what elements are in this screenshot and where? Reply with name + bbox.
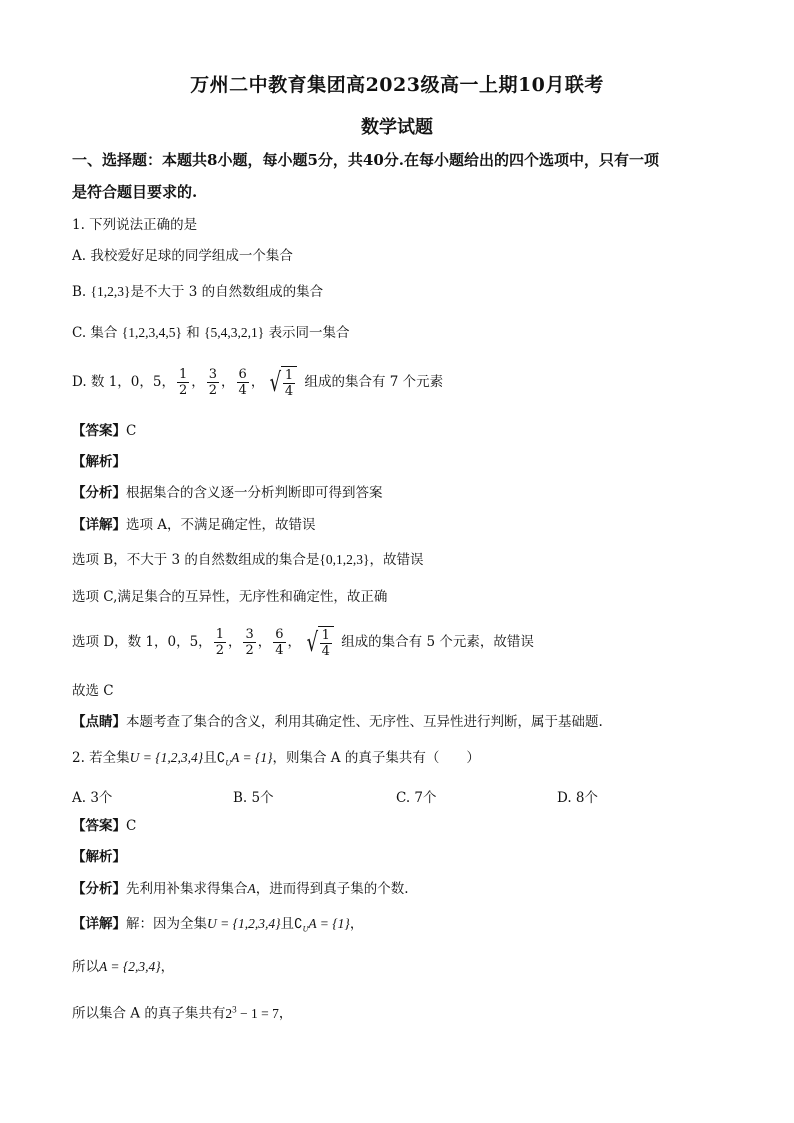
q2-option-d: D. 8个 [557,790,599,806]
fraction-3-2 [243,627,255,658]
fraction-denominator: 4 [275,643,284,658]
q2-option-c: C. 7个 [396,790,437,806]
q2-fenxi [72,880,409,898]
q1-detail-b [72,551,423,569]
q1-option-b-set: {1,2,3} [90,284,131,299]
q1-option-c [72,324,350,342]
detail-tag: 【详解】 [72,517,126,533]
count-end: ， [278,1005,293,1022]
fraction-numerator: 1 [215,627,224,642]
q1-stem: 1. 下列说法正确的是 [72,217,198,233]
q1-fenxi [72,484,383,502]
fraction-denominator: 4 [238,383,247,398]
fenxi-var: A [247,881,256,896]
fraction-denominator: 2 [215,643,224,658]
q1-answer [72,422,136,440]
fraction-denominator: 2 [178,383,188,398]
detail-set-u: U = {1,2,3,4} [207,916,281,931]
so-set: A = {2,3,4} [99,959,161,974]
answer-tag: 【答案】 [72,423,126,439]
fraction-numerator: 3 [208,367,218,382]
detail-d-suffix: 组成的集合有 5 个元素，故错误 [341,634,534,650]
fraction-6-4 [273,627,285,658]
answer-tag: 【答案】 [72,818,126,834]
sqrt-expression [267,366,297,400]
section-heading-line2: 是符合题目要求的. [72,183,198,201]
detail-b-suffix: ，故错误 [369,552,424,568]
fraction-1-2 [177,367,189,398]
detail-tag: 【详解】 [72,916,126,932]
radical-sign: √ [306,627,319,658]
so-prefix: 所以 [72,959,99,975]
q2-count-line [72,1000,292,1023]
q1-option-d-prefix: D. 数 1，0，5， [72,374,175,390]
fraction-denominator: 2 [208,383,218,398]
q2-option-a: A. 3个 [72,790,113,806]
q2-answer [72,817,136,835]
fraction-1-4 [283,368,295,399]
q2-option-b: B. 5个 [233,790,274,806]
q1-option-c-mid: 和 [186,325,200,341]
detail-end: ， [349,916,364,932]
q2-stem-mid: 且 [203,750,217,766]
section-heading-line1: 一、选择题：本题共8小题，每小题5分，共40分.在每小题给出的四个选项中，只有一项 [72,151,659,169]
detail-b-set: {0,1,2,3} [319,552,370,567]
detail-d-prefix: 选项 D，数 1，0，5， [72,634,212,650]
q1-option-d-suffix: 组成的集合有 7 个元素 [304,374,444,390]
fraction-numerator: 3 [245,627,254,642]
comment-text: 本题考查了集合的含义，利用其确定性、无序性、互异性进行判断，属于基础题. [126,714,603,730]
q1-comment [72,713,603,731]
q1-option-d: D. 数 1，0，5， $\frac{1}{2}$ ， $\frac{3}{2}$ ， $\frac{6}{4}$ ， √ $\frac{1}{4}$ 组成的集合有 7 个元素 [72,367,444,399]
fraction-numerator: 6 [238,367,247,382]
q2-analysis [72,848,126,866]
q1-option-c-prefix: C. 集合 [72,325,118,341]
fenxi-prefix: 先利用补集求得集合 [126,881,248,897]
q1-detail-c: 选项 C,满足集合的互异性，无序性和确定性，故正确 [72,589,388,605]
detail-text: 选项 A，不满足确定性，故错误 [126,517,316,533]
q2-stem [72,749,480,773]
q1-conclusion: 故选 C [72,683,114,699]
sqrt-expression [304,626,334,660]
count-expression: $2^3 - 1 = 7$ [225,1004,279,1021]
count-prefix: 所以集合 A 的真子集共有 [72,1005,226,1022]
fraction-numerator: 6 [275,627,284,642]
so-end: ， [160,959,175,975]
fenxi-tag: 【分析】 [72,881,126,897]
q1-option-a: A. 我校爱好足球的同学组成一个集合 [72,248,293,264]
fenxi-suffix: ，进而得到真子集的个数. [255,881,409,897]
q2-stem-prefix: 2. 若全集 [72,750,130,766]
q1-option-b-prefix: B. [72,284,87,300]
fraction-1-4 [320,628,332,659]
radical-sign: √ [269,367,282,398]
comment-tag: 【点睛】 [72,714,126,730]
q1-option-c-suffix: 表示同一集合 [268,325,350,341]
detail-b-prefix: 选项 B，不大于 3 的自然数组成的集合是 [72,552,320,568]
fraction-denominator: 4 [321,644,330,659]
q1-detail-d: 选项 D，数 1，0，5， $\frac{1}{2}$ ， $\frac{3}{2}$ ， $\frac{6}{4}$ ， √ $\frac{1}{4}$ 组成的集合有 5 个元素，故错误 [72,627,534,659]
analysis-tag: 【解析】 [72,849,126,865]
fraction-denominator: 4 [284,384,294,399]
q2-stem-suffix: ，则集合 A 的真子集共有（ ） [272,750,480,766]
fraction-numerator: 1 [321,628,330,643]
fenxi-text: 根据集合的含义逐一分析判断即可得到答案 [126,485,383,501]
analysis-tag: 【解析】 [72,454,126,470]
q1-option-b [72,283,323,301]
q2-set-u: U = {1,2,3,4} [129,750,204,765]
document-subtitle: 数学试题 [361,117,433,138]
fraction-numerator: 1 [178,367,188,382]
q1-option-c-set2: {5,4,3,2,1} [204,325,265,340]
q2-detail [72,915,363,939]
fraction-1-2 [214,627,226,658]
document-title: 万州二中教育集团高2023级高一上期10月联考 [190,74,604,96]
detail-comp-eq: A = {1} [308,916,350,931]
q2-so-line [72,958,174,976]
q1-option-b-suffix: 是不大于 3 的自然数组成的集合 [130,284,324,300]
detail-prefix: 解：因为全集 [126,916,207,932]
detail-mid: 且 [280,916,295,932]
fraction-6-4 [237,367,249,398]
q1-detail-a [72,516,316,534]
answer-value: C [126,818,137,834]
complement-symbol: $∁_U$ [294,916,309,934]
fraction-3-2 [207,367,219,398]
answer-value: C [126,423,137,439]
fenxi-tag: 【分析】 [72,485,126,501]
q1-option-c-set1: {1,2,3,4,5} [121,325,182,340]
q2-complement-eq: A = {1} [231,750,273,765]
fraction-denominator: 2 [245,643,254,658]
fraction-numerator: 1 [284,368,294,383]
complement-symbol: $∁_U$ [216,750,232,768]
q1-analysis [72,453,126,471]
